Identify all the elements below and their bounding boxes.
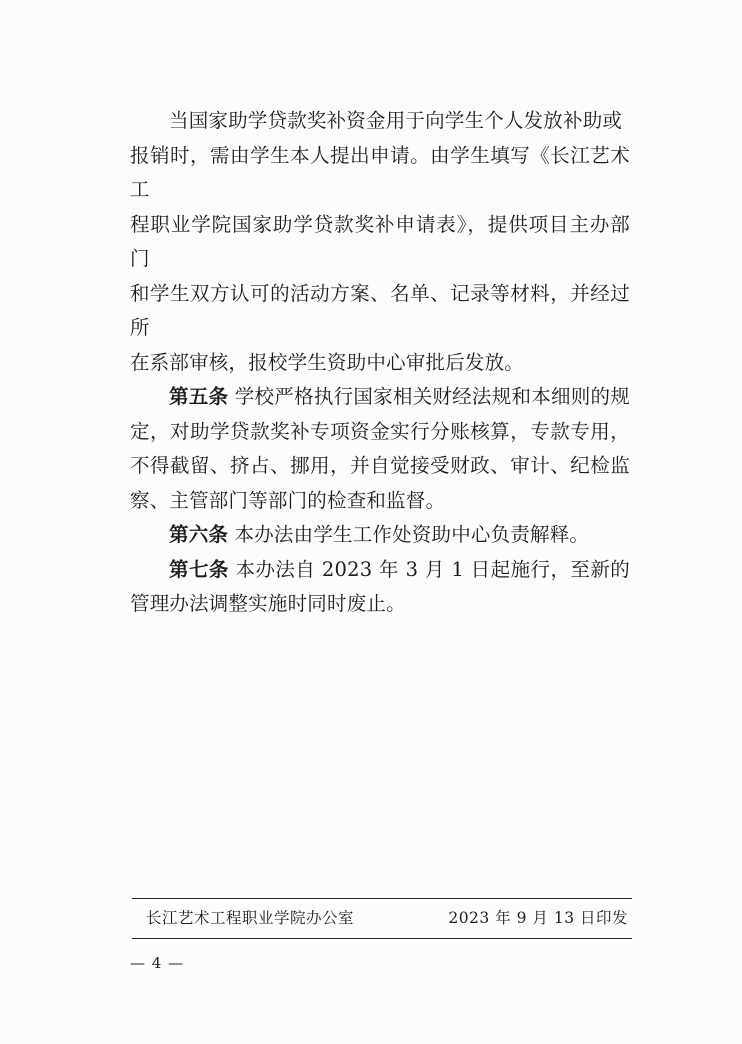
- line-1: 当国家助学贷款奖补资金用于向学生个人发放补助或: [169, 109, 623, 132]
- article-5: [130, 380, 630, 518]
- document-body: [130, 104, 630, 622]
- article-6-text: 本办法由学生工作处资助中心负责解释。: [234, 523, 590, 546]
- footer-issuer: 长江艺术工程职业学院办公室: [146, 909, 355, 927]
- footer-issue-date: 2023 年 9 月 13 日印发: [448, 909, 628, 927]
- line-2: 报销时，需由学生本人提出申请。由学生填写《长江艺术工: [130, 143, 630, 201]
- article-5-label: 第五条: [169, 385, 229, 408]
- article-6: [130, 518, 630, 553]
- article-6-label: 第六条: [169, 523, 229, 546]
- article-5-text: 学校严格执行国家相关财经法规和本细则的规定，对助学贷款奖补专项资金实行分账核算，专款专用，不得截留、挤占、挪用，并自觉接受财政、审计、纪检监察、主管部门等部门的检查和监督。: [130, 385, 630, 512]
- paragraph-application-procedure: [130, 104, 630, 380]
- footer-top-divider: [132, 898, 632, 899]
- line-5: 在系部审核，报校学生资助中心审批后发放。: [130, 350, 525, 374]
- article-7-text: 本办法自 2023 年 3 月 1 日起施行，至新的管理办法调整实施时同时废止。: [130, 557, 630, 615]
- line-3: 程职业学院国家助学贷款奖补申请表》，提供项目主办部门: [130, 212, 630, 270]
- line-4: 和学生双方认可的活动方案、名单、记录等材料，并经过所: [130, 281, 630, 339]
- article-7-label: 第七条: [169, 557, 229, 581]
- footer-bottom-divider: [132, 938, 632, 939]
- article-7: [130, 553, 630, 622]
- page-number: — 4 —: [130, 954, 185, 972]
